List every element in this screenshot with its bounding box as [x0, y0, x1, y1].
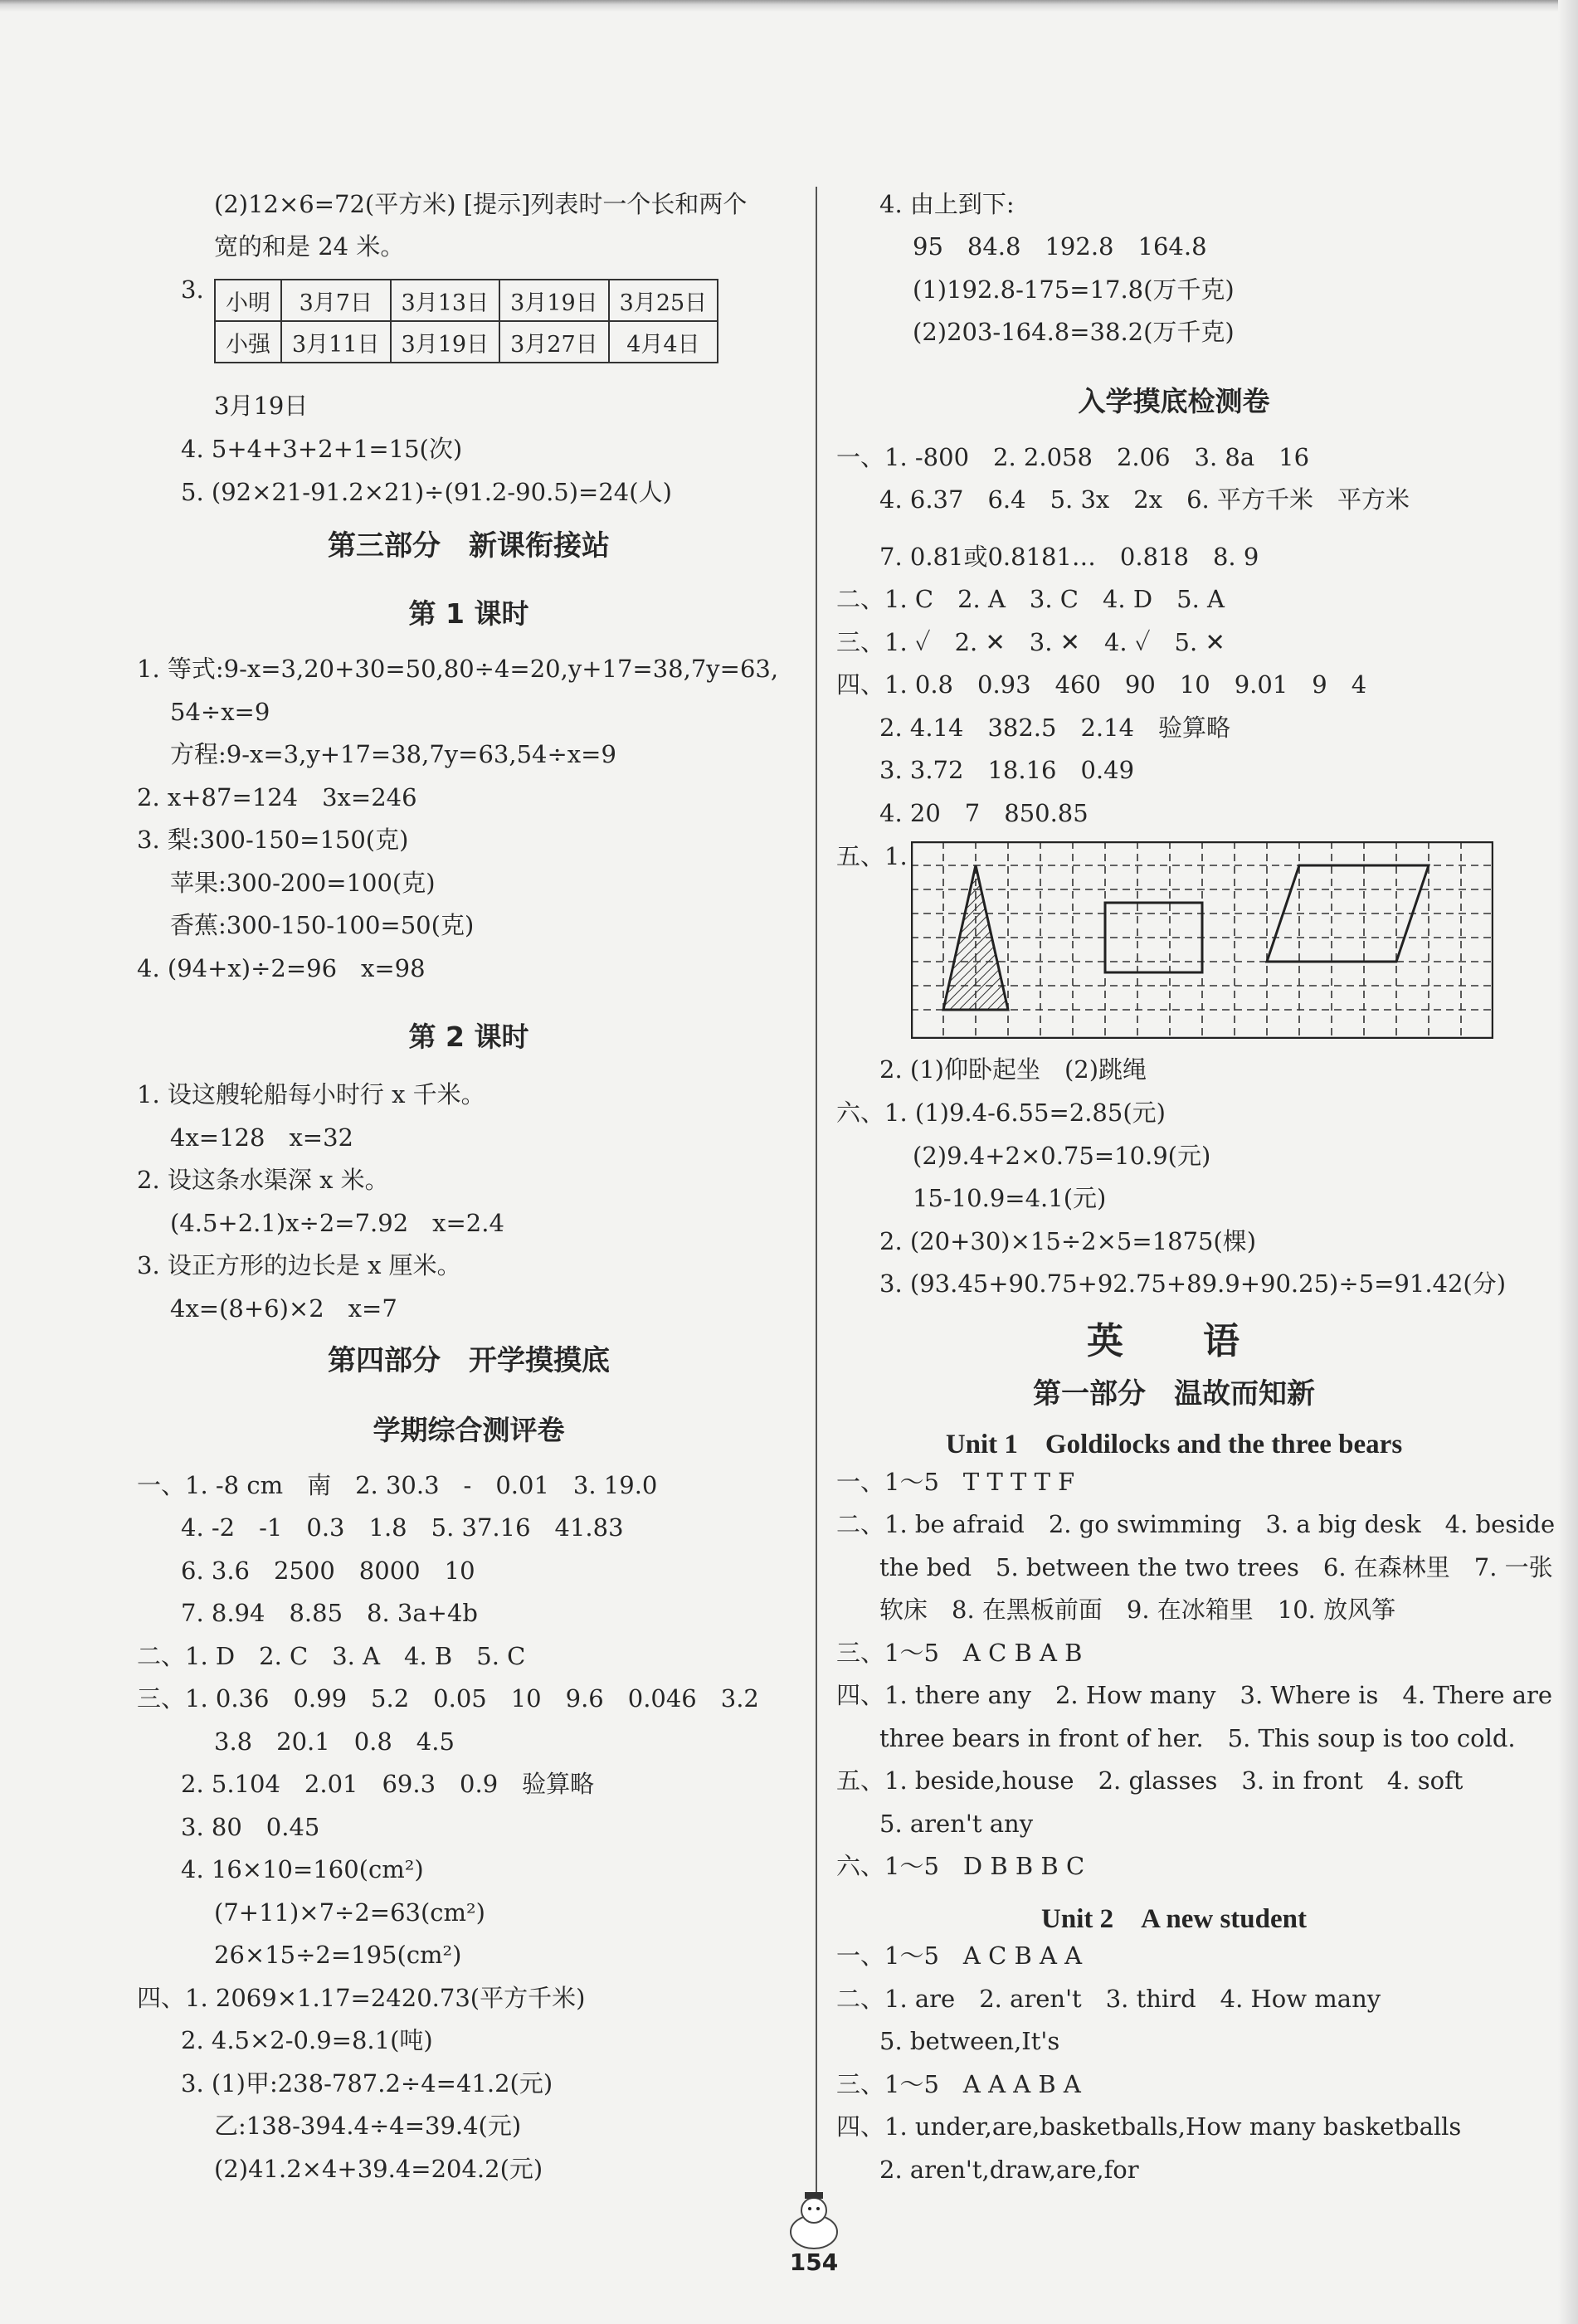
answer-line: 54÷x=9	[170, 698, 270, 726]
answer-line: (7+11)×7÷2=63(cm²)	[214, 1898, 485, 1927]
answer-line: 四、1. there any 2. How many 3. Where is 4. There are	[836, 1681, 1553, 1709]
answer-line: 六、1～5 D B B B C	[836, 1852, 1085, 1880]
answer-line: 一、1. -800 2. 2.058 2.06 3. 8a 16	[836, 443, 1310, 471]
answer-line: 二、1. are 2. aren't 3. third 4. How many	[836, 1985, 1381, 2013]
answer-line: 26×15÷2=195(cm²)	[214, 1941, 462, 1969]
section-heading: 第三部分 新课衔接站	[328, 529, 610, 563]
answer-line: 乙:138-394.4÷4=39.4(元)	[214, 2112, 522, 2140]
answer-line: 2. 5.104 2.01 69.3 0.9 验算略	[181, 1770, 595, 1798]
answer-line: 香蕉:300-150-100=50(克)	[170, 911, 475, 939]
column-divider	[816, 187, 817, 2195]
answer-line: 95 84.8 192.8 164.8	[913, 232, 1207, 261]
answer-line: (2)12×6=72(平方米) [提示]列表时一个长和两个	[214, 190, 748, 218]
answer-line: 3. 3.72 18.16 0.49	[879, 756, 1135, 784]
answer-line: 4x=(8+6)×2 x=7	[170, 1294, 397, 1323]
answer-line: 三、1～5 A A A B A	[836, 2070, 1081, 2098]
table-cell: 3月25日	[609, 280, 718, 321]
page-top-border	[0, 0, 1578, 12]
answer-line: 2. aren't,draw,are,for	[879, 2156, 1139, 2184]
answer-line: (2)9.4+2×0.75=10.9(元)	[913, 1142, 1211, 1170]
section-heading: 第一部分 温故而知新	[1033, 1377, 1315, 1410]
answer-line: 宽的和是 24 米。	[214, 232, 405, 261]
test-heading: 入学摸底检测卷	[1078, 385, 1270, 417]
answer-line: 四、1. 2069×1.17=2420.73(平方千米)	[137, 1984, 586, 2012]
answer-line: 软床 8. 在黑板前面 9. 在冰箱里 10. 放风筝	[879, 1596, 1396, 1624]
answer-line: 一、1～5 A C B A A	[836, 1942, 1083, 1970]
answer-line: (2)203-164.8=38.2(万千克)	[913, 318, 1235, 346]
answer-line: 1. 等式:9-x=3,20+30=50,80÷4=20,y+17=38,7y=63,	[137, 655, 779, 683]
lesson-heading: 第 1 课时	[408, 597, 529, 630]
answer-line: 五、1. beside,house 2. glasses 3. in front 4. soft	[836, 1766, 1464, 1795]
answer-line: 3. (1)甲:238-787.2÷4=41.2(元)	[181, 2069, 553, 2097]
answer-line: 五、1.	[836, 842, 908, 870]
lesson-heading: 第 2 课时	[408, 1021, 529, 1053]
answer-line: 3. 80 0.45	[181, 1813, 320, 1841]
table-cell: 4月4日	[609, 321, 718, 363]
table-row	[215, 280, 718, 321]
answer-line: 方程:9-x=3,y+17=38,7y=63,54÷x=9	[170, 740, 616, 768]
table-cell: 3月19日	[499, 280, 609, 321]
answer-line: 三、1～5 A C B A B	[836, 1639, 1083, 1667]
table-row	[215, 321, 718, 363]
answer-line: 四、1. under,are,basketballs,How many basketballs	[836, 2112, 1462, 2141]
unit-heading: Unit 1 Goldilocks and the three bears	[945, 1430, 1403, 1459]
answer-line: 4. 5+4+3+2+1=15(次)	[181, 435, 463, 463]
unit-heading: Unit 2 A new student	[1041, 1904, 1307, 1934]
table-cell: 3月13日	[391, 280, 500, 321]
answer-line: 7. 8.94 8.85 8. 3a+4b	[181, 1599, 478, 1627]
table-cell: 小明	[215, 280, 281, 321]
table-cell: 3月19日	[391, 321, 500, 363]
answer-line: 4x=128 x=32	[170, 1123, 354, 1152]
answer-line: 4. 6.37 6.4 5. 3x 2x 6. 平方千米 平方米	[879, 485, 1410, 514]
answer-line: 苹果:300-200=100(克)	[170, 869, 436, 897]
test-heading: 学期综合测评卷	[373, 1414, 565, 1446]
answer-line: 4. -2 -1 0.3 1.8 5. 37.16 41.83	[181, 1513, 624, 1542]
answer-line: 5. (92×21-91.2×21)÷(91.2-90.5)=24(人)	[181, 478, 672, 506]
answer-line: 5. between,It's	[879, 2027, 1060, 2055]
answer-line: 一、1. -8 cm 南 2. 30.3 - 0.01 3. 19.0	[137, 1471, 658, 1499]
question-number: 3.	[181, 275, 204, 304]
answer-line: 3.8 20.1 0.8 4.5	[214, 1727, 455, 1756]
table-cell: 3月27日	[499, 321, 609, 363]
subject-heading: 英 语	[1087, 1320, 1261, 1362]
answer-line: 4. 由上到下:	[879, 190, 1015, 218]
answer-line: 四、1. 0.8 0.93 460 90 10 9.01 9 4	[836, 670, 1367, 699]
answer-line: 4. 16×10=160(cm²)	[181, 1855, 424, 1883]
schedule-table	[214, 279, 718, 363]
answer-line: 2. 4.5×2-0.9=8.1(吨)	[181, 2026, 433, 2054]
answer-line: 六、1. (1)9.4-6.55=2.85(元)	[836, 1099, 1166, 1127]
answer-line: 三、1. ✓ 2. ✕ 3. ✕ 4. ✓ 5. ✕	[836, 628, 1225, 656]
answer-line: 4. (94+x)÷2=96 x=98	[137, 954, 426, 982]
answer-line: 3. (93.45+90.75+92.75+89.9+90.25)÷5=91.42(分)	[879, 1269, 1507, 1298]
answer-line: 2. x+87=124 3x=246	[137, 783, 417, 811]
answer-line: the bed 5. between the two trees 6. 在森林里 7. 一张	[879, 1553, 1553, 1581]
answer-line: 2. (20+30)×15÷2×5=1875(棵)	[879, 1227, 1257, 1255]
answer-line: 二、1. C 2. A 3. C 4. D 5. A	[836, 585, 1225, 613]
answer-line: 二、1. D 2. C 3. A 4. B 5. C	[137, 1642, 526, 1670]
answer-line: 3月19日	[214, 392, 309, 420]
answer-line: 一、1～5 T T T T F	[836, 1468, 1075, 1496]
section-heading: 第四部分 开学摸摸底	[328, 1344, 610, 1377]
answer-line: 2. 设这条水渠深 x 米。	[137, 1166, 389, 1194]
snowman-mascot-icon	[788, 2190, 840, 2250]
shape-grid-diagram	[911, 841, 1493, 1039]
answer-line: three bears in front of her. 5. This soup is too cold.	[879, 1724, 1516, 1752]
answer-line: 6. 3.6 2500 8000 10	[181, 1557, 475, 1585]
table-cell: 小强	[215, 321, 281, 363]
page-right-edge	[1558, 0, 1578, 2324]
answer-line: 7. 0.81或0.8181… 0.818 8. 9	[879, 543, 1259, 571]
answer-line: 3. 设正方形的边长是 x 厘米。	[137, 1251, 461, 1279]
answer-line: (2)41.2×4+39.4=204.2(元)	[214, 2155, 543, 2183]
answer-line: 1. 设这艘轮船每小时行 x 千米。	[137, 1080, 485, 1108]
table-cell: 3月7日	[281, 280, 391, 321]
answer-line: (1)192.8-175=17.8(万千克)	[913, 275, 1235, 304]
answer-line: 2. 4.14 382.5 2.14 验算略	[879, 714, 1231, 742]
answer-line: 三、1. 0.36 0.99 5.2 0.05 10 9.6 0.046 3.2	[137, 1684, 759, 1713]
answer-line: (4.5+2.1)x÷2=7.92 x=2.4	[170, 1209, 504, 1237]
answer-line: 5. aren't any	[879, 1810, 1034, 1838]
answer-line: 15-10.9=4.1(元)	[913, 1184, 1107, 1212]
page-number: 154	[789, 2248, 839, 2276]
table-cell: 3月11日	[281, 321, 391, 363]
answer-line: 4. 20 7 850.85	[879, 799, 1089, 827]
answer-line: 3. 梨:300-150=150(克)	[137, 826, 409, 854]
answer-line: 二、1. be afraid 2. go swimming 3. a big desk 4. beside	[836, 1510, 1556, 1538]
answer-line: 2. (1)仰卧起坐 (2)跳绳	[879, 1055, 1147, 1084]
